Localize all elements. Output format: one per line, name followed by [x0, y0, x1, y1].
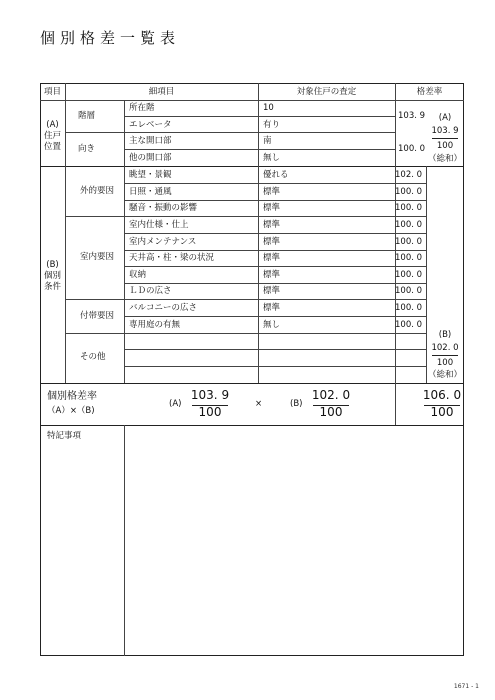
row-divider [65, 132, 395, 133]
rate-value: 100. 0 [395, 286, 423, 296]
header-rate: 格差率 [416, 87, 443, 97]
assessment-value: 優れる [263, 170, 289, 180]
assessment-value: 標準 [263, 270, 281, 280]
col-divider [124, 100, 125, 383]
total-b-den: 100 [436, 358, 454, 368]
group-divider [40, 383, 464, 384]
total-a-label: (A) [438, 113, 452, 123]
detail-label: 日照・通風 [129, 187, 172, 197]
assessment-value: 標準 [263, 237, 281, 247]
assessment-value: 10 [263, 103, 274, 113]
detail-label: 他の開口部 [129, 153, 172, 163]
summary-b-label: (B) [290, 399, 303, 409]
fraction-line [432, 355, 458, 356]
rate-value: 100. 0 [395, 303, 423, 313]
remarks-divider [124, 425, 125, 656]
category-external: 外的要因 [80, 186, 115, 196]
total-b-num: 102. 0 [431, 343, 459, 353]
category-floor: 階層 [78, 111, 96, 121]
header-item: 項目 [43, 87, 61, 97]
detail-label: 天井高・柱・梁の状況 [129, 253, 215, 263]
group-b-label: (B) [46, 260, 59, 270]
col-divider [258, 83, 259, 383]
group-a-label: (A) [46, 120, 59, 130]
page-number: 1671 - 1 [453, 683, 479, 690]
row-divider [124, 233, 426, 234]
detail-label: 主な開口部 [129, 136, 172, 146]
assessment-value: 標準 [263, 253, 281, 263]
header-assessment: 対象住戸の査定 [296, 87, 357, 97]
fraction-line [432, 138, 458, 139]
summary-a-label: (A) [169, 399, 182, 409]
row-divider [65, 216, 426, 217]
category-other: その他 [80, 352, 106, 362]
assessment-value: 無し [263, 320, 281, 330]
summary-formula-label: （A）×（B) [47, 406, 95, 416]
floor-rate: 103. 9 [398, 111, 426, 121]
group-b-label: 個別 [43, 271, 61, 281]
rate-value: 100. 0 [395, 320, 423, 330]
total-a-note: （総和） [427, 154, 462, 164]
group-a-label: 住戸 [43, 131, 61, 141]
rate-value: 102. 0 [395, 170, 423, 180]
row-divider [124, 349, 426, 350]
assessment-value: 標準 [263, 203, 281, 213]
row-divider [124, 266, 426, 267]
rate-value: 100. 0 [395, 220, 423, 230]
rate-value: 100. 0 [395, 253, 423, 263]
summary-a-den: 100 [198, 405, 222, 419]
group-a-label: 位置 [43, 142, 61, 152]
summary-result-den: 100 [430, 405, 454, 419]
assessment-value: 標準 [263, 220, 281, 230]
total-a-den: 100 [436, 141, 454, 151]
assessment-value: 無し [263, 153, 281, 163]
summary-divider [40, 425, 464, 426]
summary-a-num: 103. 9 [190, 388, 230, 402]
detail-label: エレベータ [129, 120, 172, 130]
assessment-value: 標準 [263, 303, 281, 313]
assessment-value: 標準 [263, 187, 281, 197]
col-divider [65, 83, 66, 383]
row-divider [124, 183, 426, 184]
group-b-label: 条件 [43, 282, 61, 292]
category-direction: 向き [78, 144, 96, 154]
summary-label: 個別格差率 [47, 391, 97, 402]
remarks-label: 特記事項 [47, 431, 82, 441]
group-divider [40, 166, 464, 167]
detail-label: 所在階 [129, 103, 155, 113]
detail-label: 室内メンテナンス [129, 237, 197, 247]
rate-value: 100. 0 [395, 237, 423, 247]
assessment-value: 標準 [263, 286, 281, 296]
summary-b-den: 100 [319, 405, 343, 419]
detail-label: 眺望・景観 [129, 170, 172, 180]
summary-b-num: 102. 0 [311, 388, 351, 402]
category-internal: 室内要因 [80, 252, 115, 262]
assessment-value: 有り [263, 120, 281, 130]
total-b-note: （総和） [427, 370, 462, 380]
row-divider [124, 316, 426, 317]
detail-label: 専用庭の有無 [129, 320, 181, 330]
row-divider [124, 200, 426, 201]
header-divider [40, 100, 464, 101]
direction-rate: 100. 0 [398, 144, 426, 154]
row-divider [124, 116, 395, 117]
row-divider [124, 149, 395, 150]
detail-label: 収納 [129, 270, 147, 280]
row-divider [65, 333, 426, 334]
page-title: 個別格差一覧表 [40, 29, 181, 47]
rate-value: 100. 0 [395, 203, 423, 213]
rate-value: 100. 0 [395, 270, 423, 280]
row-divider [124, 366, 426, 367]
summary-result-num: 106. 0 [422, 388, 462, 402]
row-divider [124, 283, 426, 284]
detail-label: 騒音・振動の影響 [129, 203, 198, 213]
assessment-table [40, 83, 464, 656]
category-attached: 付帯要因 [80, 311, 115, 321]
total-b-label: (B) [438, 330, 452, 340]
total-a-num: 103. 9 [431, 126, 459, 136]
row-divider [124, 250, 426, 251]
row-divider [65, 299, 426, 300]
times-symbol: × [255, 399, 263, 409]
header-detail: 細項目 [148, 87, 175, 97]
detail-label: 室内仕様・仕上 [129, 220, 189, 230]
rate-value: 100. 0 [395, 187, 423, 197]
detail-label: ＬＤの広さ [129, 286, 172, 296]
detail-label: バルコニーの広さ [129, 303, 198, 313]
assessment-value: 南 [263, 136, 272, 146]
